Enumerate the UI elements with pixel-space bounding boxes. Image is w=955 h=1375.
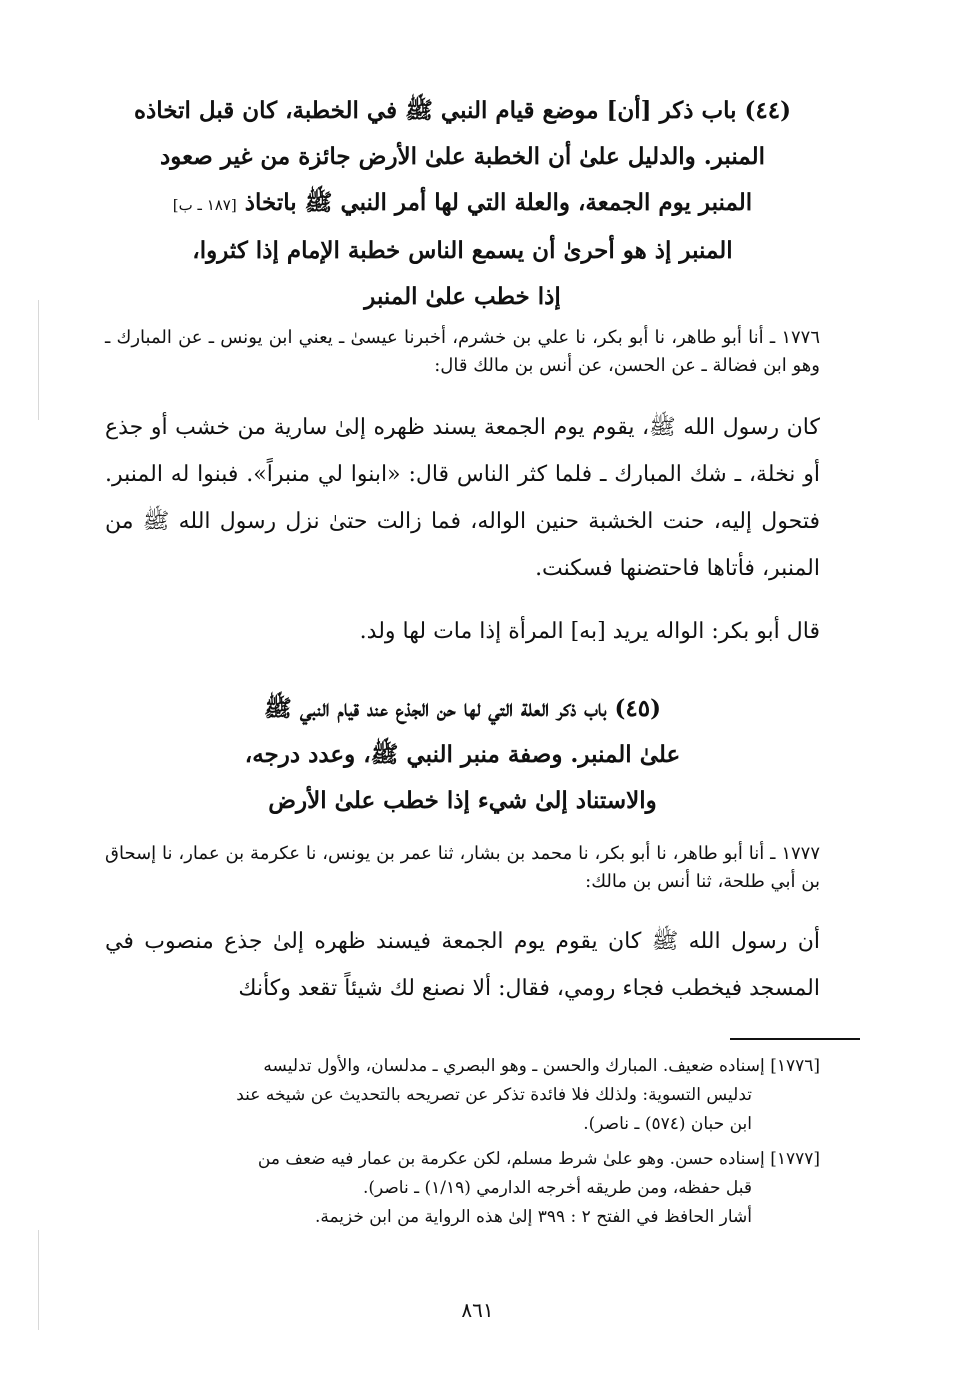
page-number: ٨٦١ — [461, 1298, 494, 1322]
footnote-separator — [730, 1038, 860, 1040]
chapter-44-heading — [105, 88, 820, 320]
footnote-ref: [١٧٧٦] — [770, 1056, 820, 1076]
hadith-1777-chain: ١٧٧٧ ـ أنا أبو طاهر، نا أبو بكر، نا محمد بن بشار، ثنا عمر بن يونس، نا عكرمة بن عمار، نا إسحاق بن أبي طلحة، ثنا أنس بن مالك: — [105, 843, 820, 892]
footnote-line: إسناده ضعيف. المبارك والحسن ـ وهو البصري ـ مدلسان، والأول تدليسه — [263, 1056, 765, 1076]
heading-line: المنبر إذ هو أحرىٰ أن يسمع الناس خطبة الإمام إذا كثروا، — [192, 237, 733, 264]
footnote-line: أشار الحافظ في الفتح ٢ : ٣٩٩ إلىٰ هذه الرواية من ابن خزيمة. — [314, 1207, 752, 1227]
footnote-line: إسناده حسن. وهو علىٰ شرط مسلم، لكن عكرمة بن عمار فيه ضعف من — [257, 1149, 765, 1169]
heading-line: إذا خطب علىٰ المنبر — [364, 283, 561, 310]
manuscript-folio-ref: [١٨٧ ـ ب] — [172, 196, 237, 214]
heading-line: (٤٤) باب ذكر [أن] موضع قيام النبي ﷺ في الخطبة، كان قبل اتخاذه — [133, 97, 792, 124]
heading-line: المنبر. والدليل علىٰ أن الخطبة علىٰ الأرض جائزة من غير صعود — [160, 143, 765, 170]
footnotes — [105, 1052, 820, 1232]
heading-line: (٤٥) باب ذكر العلة التي لها حن الجذع عند قيام النبي ﷺ — [264, 695, 661, 722]
heading-line: والاستناد إلىٰ شيء إذا خطب علىٰ الأرض — [268, 787, 657, 814]
footnote-1777 — [105, 1145, 820, 1232]
footnote-ref: [١٧٧٧] — [770, 1149, 820, 1169]
heading-line: المنبر يوم الجمعة، والعلة التي لها أمر النبي ﷺ باتخاذ [١٨٧ ـ ب] — [172, 189, 753, 216]
footnote-line: ابن حبان (٥٧٤) ـ ناصر). — [583, 1114, 752, 1134]
scan-edge-line — [38, 300, 39, 420]
hadith-1776-note: قال أبو بكر: الواله يريد [به] المرأة إذا مات لها ولد. — [359, 619, 820, 644]
hadith-1777-text: أن رسول الله ﷺ كان يقوم يوم الجمعة فيسند ظهره إلىٰ جذع منصوب في المسجد فيخطب فجاء رومي، فقال: ألا نصنع لك شيئاً تقعد وكأنك — [105, 929, 820, 1001]
chapter-45-heading — [105, 686, 820, 824]
footnote-line: قبل حفظه، ومن طريقه أخرجه الدارمي (١/١٩) ـ ناصر). — [362, 1178, 752, 1198]
hadith-1776-text: كان رسول الله ﷺ، يقوم يوم الجمعة يسند ظهره إلىٰ سارية من خشب أو جذع أو نخلة، ـ شك المبارك ـ فلما كثر الناس قال: «ابنوا لي منبراً». فبنوا له المنبر. فتحول إليه، حنت الخشبة حنين الواله، فما زالت حتىٰ نزل رسول الله ﷺ من المنبر، فأتاها فاحتضنها فسكنت. — [105, 415, 820, 581]
footnote-1776 — [105, 1052, 820, 1139]
hadith-1776-chain: ١٧٧٦ ـ أنا أبو طاهر، نا أبو بكر، نا علي بن خشرم، أخبرنا عيسىٰ ـ يعني ابن يونس ـ عن المبارك ـ وهو ابن فضالة ـ عن الحسن، عن أنس بن مالك قال: — [105, 327, 820, 376]
heading-line: علىٰ المنبر. وصفة منبر النبي ﷺ، وعدد درجه، — [244, 741, 681, 768]
footnote-line: تدليس التسوية: ولذلك فلا فائدة تذكر عن تصريحه بالتحديث عن شيخه عند — [236, 1085, 752, 1105]
